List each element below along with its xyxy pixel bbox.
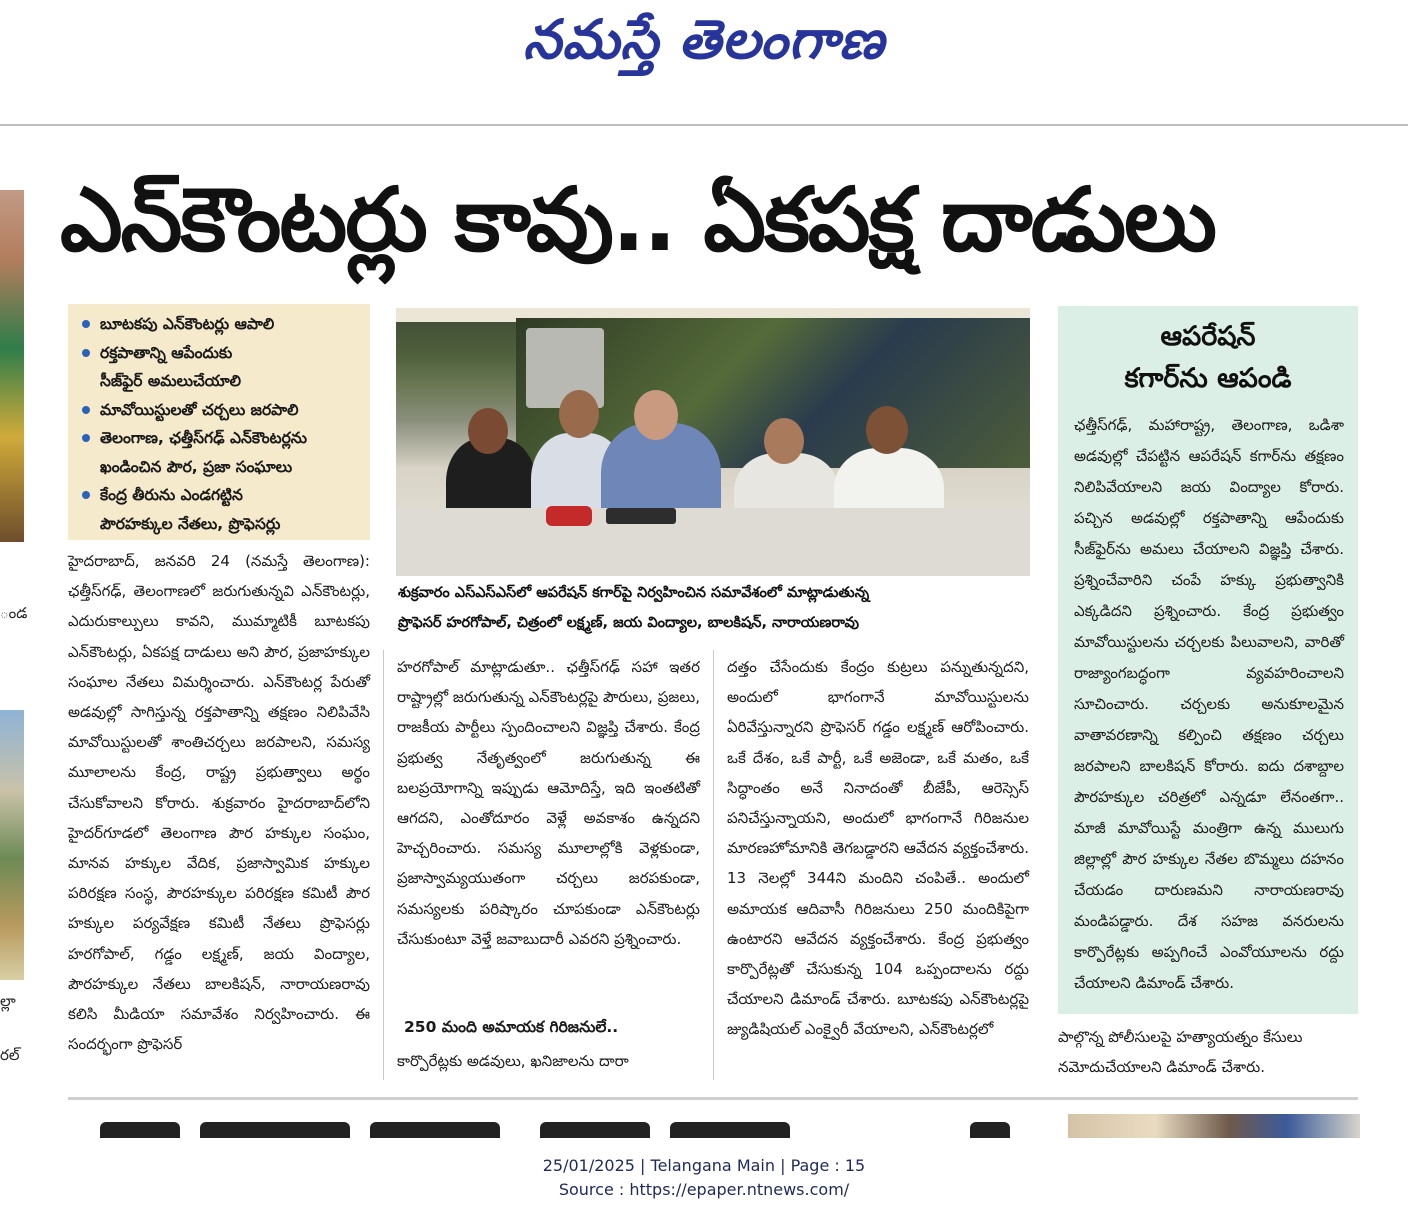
highlight-text-continued: ఖండించిన పౌర, ప్రజా సంఘాలు	[100, 457, 293, 476]
article-column-2: హరగోపాల్ మాట్లాడుతూ.. ఛత్తీస్‌గఢ్ సహా ఇతర రాష్ట్రాల్లో జరుగుతున్న ఎన్‌కౌంటర్లపై పౌరులు, ప్రజలు, రాజకీయ పార్టీలు స్పందించాలని విజ్ఞప్తి చేశారు. కేంద్ర ప్రభుత్వ నేతృత్వంలో జరుగుతున్న ఈ బలప్రయోగాన్ని ఇప్పుడు ఆమోదిస్తే, ఇది ఇంతటితో ఆగదని, ఎంతోదూరం వెళ్లే అవకాశం ఉన్నదని హెచ్చరించారు. సమస్య మూలాల్లోకి వెళ్లకుండా, ప్రజాస్వామ్యయుతంగా చర్చలు జరపకుండా, సమస్యలకు పరిష్కారం చూపకుండా ఎన్‌కౌంటర్లు చేసుకుంటూ వెళ్తే జవాబుదారీ ఎవరని ప్రశ్నించారు.	[397, 658, 700, 948]
book-icon	[606, 508, 676, 524]
article-subheading: 250 మంది అమాయక గిరిజనులే..	[404, 1018, 619, 1036]
column-divider	[383, 650, 384, 1080]
press-meet-photo	[396, 308, 1030, 576]
highlight-text-continued: పౌరహక్కుల నేతలు, ప్రొఫెసర్లు	[100, 514, 281, 533]
person-head	[634, 390, 678, 440]
photo-caption	[398, 578, 1028, 642]
highlight-text: రక్తపాతాన్ని ఆపేందుకు	[100, 343, 233, 362]
adjacent-photo-sliver-2	[0, 710, 24, 980]
sidebar-body: ఛత్తీస్‌గఢ్, మహారాష్ట్ర, తెలంగాణ, ఒడిశా అడవుల్లో చేపట్టిన ఆపరేషన్ కగార్‌ను తక్షణం నిలిపివేయాలని జయ వింద్యాల కోరారు. పచ్చిన అడవుల్లో రక్తపాతాన్ని ఆపేందుకు సీజ్‌ఫైర్‌ను అమలు చేయాలని విజ్ఞప్తి చేశారు. ప్రశ్నించేవారిని చంపే హక్కు ప్రభుత్వానికి ఎక్కడిదని ప్రశ్నించారు. కేంద్ర ప్రభుత్వం మావోయిస్టులను చర్చలకు పిలువాలని, వారితో రాజ్యాంగబద్ధంగా వ్యవహరించాలని సూచించారు. చర్చలకు అనుకూలమైన వాతావరణాన్ని కల్పించి తక్షణం చర్చలు జరపాలని బాలకిషన్ కోరారు. ఐదు దశాబ్దాల పౌరహక్కుల చరిత్రలో ఎన్నడూ లేనంతగా.. మాజీ మావోయిస్టే మంత్రిగా ఉన్న ములుగు జిల్లాల్లో పౌర హక్కుల నేతల బొమ్మలు దహనం చేయడం దారుణమని నారాయణరావు మండిపడ్డారు. దేశ సహజ వనరులను కార్పొరేట్లకు అప్పగించే ఎంవోయూలను రద్దు చేయాలని డిమాండ్ చేశారు.	[1074, 416, 1344, 992]
article-column-2-continued: కార్పొరేట్లకు అడవులు, ఖనిజాలను దారా	[397, 1052, 629, 1070]
sidebar-title-line-2: కగార్‌ను ఆపండి	[1124, 363, 1292, 394]
highlight-text: కేంద్ర తీరును ఎండగట్టిన	[100, 486, 243, 504]
highlight-text: తెలంగాణ, ఛత్తీస్‌గఢ్ ఎన్‌కౌంటర్లను	[100, 429, 308, 447]
column-divider	[713, 650, 714, 1080]
person-head	[559, 390, 599, 438]
bullet-dot-icon	[82, 349, 90, 357]
next-article-headline-cut	[70, 1108, 1060, 1140]
newspaper-logo: నమస్తే తెలంగాణ	[523, 7, 885, 71]
highlight-text: బూటకపు ఎన్‌కౌంటర్లు ఆపాలి	[100, 315, 275, 333]
highlight-item	[78, 481, 362, 538]
person-head	[468, 408, 508, 454]
highlight-text: మావోయిస్టులతో చర్చలు జరపాలి	[100, 400, 299, 419]
article-headline: ఎన్‌కౌంటర్లు కావు.. ఏకపక్ష దాడులు	[60, 168, 1215, 271]
highlights-list	[68, 304, 370, 538]
article-continuation: పాల్గొన్న పోలీసులపై హత్యాయత్నం కేసులు నమోదుచేయాలని డిమాండ్ చేశారు.	[1058, 1028, 1303, 1076]
page-footer	[0, 1154, 1408, 1206]
adjacent-photo-sliver	[0, 190, 24, 542]
adjacent-text-fragment: ండ	[0, 604, 28, 622]
adjacent-text-fragment-2: ల్లా	[0, 992, 16, 1010]
footer-edition-line: 25/01/2025 | Telangana Main | Page : 15	[542, 1156, 866, 1175]
highlight-item	[78, 396, 362, 425]
caption-line-1: శుక్రవారం ఎస్‌ఎస్‌ఎస్‌లో ఆపరేషన్ కగార్‌పై నిర్వహించిన సమావేశంలో మాట్లాడుతున్న	[398, 585, 870, 601]
sidebar-title-line-1: ఆపరేషన్	[1160, 321, 1256, 352]
caption-line-2: ప్రొఫెసర్ హరగోపాల్, చిత్రంలో లక్ష్మణ్, జయ వింద్యాల, బాలకిషన్, నారాయణరావు	[398, 615, 859, 631]
bullet-dot-icon	[82, 406, 90, 414]
footer-source-link[interactable]: Source : https://epaper.ntnews.com/	[558, 1180, 850, 1199]
highlights-box	[68, 304, 370, 540]
highlight-item	[78, 339, 362, 396]
masthead	[0, 0, 1408, 100]
next-article-photo-cut	[1068, 1114, 1360, 1138]
bottom-divider	[68, 1097, 1358, 1100]
highlight-item	[78, 424, 362, 481]
highlight-item	[78, 310, 362, 339]
bullet-dot-icon	[82, 491, 90, 499]
person-head	[866, 406, 908, 454]
bullet-dot-icon	[82, 434, 90, 442]
photo-table	[396, 508, 1030, 576]
adjacent-text-fragment-3: రల్	[0, 1046, 20, 1064]
cut-off-text-strip	[95, 100, 1345, 116]
sidebar-title	[1058, 316, 1358, 406]
article-column-1: హైదరాబాద్, జనవరి 24 (నమస్తే తెలంగాణ): ఛత్తీస్‌గఢ్, తెలంగాణలో జరుగుతున్నవి ఎన్‌కౌంటర్లు, ఎదురుకాల్పులు కావని, ముమ్మాటికీ బూటకపు ఎన్‌కౌంటర్లు, ఏకపక్ష దాడులు అని పౌర, ప్రజాహక్కుల సంఘాల నేతలు విమర్శించారు. ఎన్‌కౌంటర్ల పేరుతో అడవుల్లో సాగిస్తున్న రక్తపాతాన్ని తక్షణం నిలిపివేసి మావోయిస్టులతో శాంతిచర్చలు జరపాలని, సమస్య మూలాలను కేంద్ర, రాష్ట్ర ప్రభుత్వాలు అర్థం చేసుకోవాలని కోరారు. శుక్రవారం హైదరాబాద్‌లోని హైదర్‌గూడలో తెలంగాణ పౌర హక్కుల సంఘం, మానవ హక్కుల వేదిక, ప్రజాస్వామిక హక్కుల పరిరక్షణ సంస్థ, పౌరహక్కుల పరిరక్షణ కమిటీ పౌర హక్కుల పర్యవేక్షణ కమిటీ నేతలు ప్రొఫెసర్లు హరగోపాల్, గడ్డం లక్ష్మణ్, జయ వింద్యాల, పౌరహక్కుల నేతలు బాలకిషన్, నారాయణరావు కలిసి మీడియా సమావేశం నిర్వహించారు. ఈ సందర్భంగా ప్రొఫెసర్	[68, 552, 370, 1054]
top-divider	[0, 124, 1408, 126]
bullet-dot-icon	[82, 320, 90, 328]
microphone-icon	[546, 506, 592, 526]
person-head	[764, 418, 804, 464]
article-column-3: దత్తం చేసేందుకు కేంద్రం కుట్రలు పన్నుతున్నదని, అందులో భాగంగానే మావోయిస్టులను ఏరివేస్తున్నారని ప్రొఫెసర్ గడ్డం లక్ష్మణ్ ఆరోపించారు. ఒకే దేశం, ఒకే పార్టీ, ఒకే అజెండా, ఒకే మతం, ఒకే సిద్ధాంతం అనే నినాదంతో బీజేపీ, ఆరెస్సెస్ పనిచేస్తున్నాయని, అందులో భాగంగానే గిరిజనుల మారణహోమానికి తెగబడ్డారని ఆవేదన వ్యక్తంచేశారు. 13 నెలల్లో 344ని మందిని చంపితే.. అందులో అమాయక ఆదివాసీ గిరిజనులు 250 మందికిపైగా ఉంటారని ఆవేదన వ్యక్తంచేశారు. కేంద్ర ప్రభుత్వం కార్పొరేట్లతో చేసుకున్న 104 ఒప్పందాలను రద్దు చేయాలని డిమాండ్ చేశారు. బూటకపు ఎన్‌కౌంటర్లపై జ్యుడిషియల్ ఎంక్వైరీ వేయాలని, ఎన్‌కౌంటర్లలో	[727, 658, 1029, 1039]
highlight-text-continued: సీజ్‌ఫైర్ అమలుచేయాలి	[100, 372, 242, 390]
